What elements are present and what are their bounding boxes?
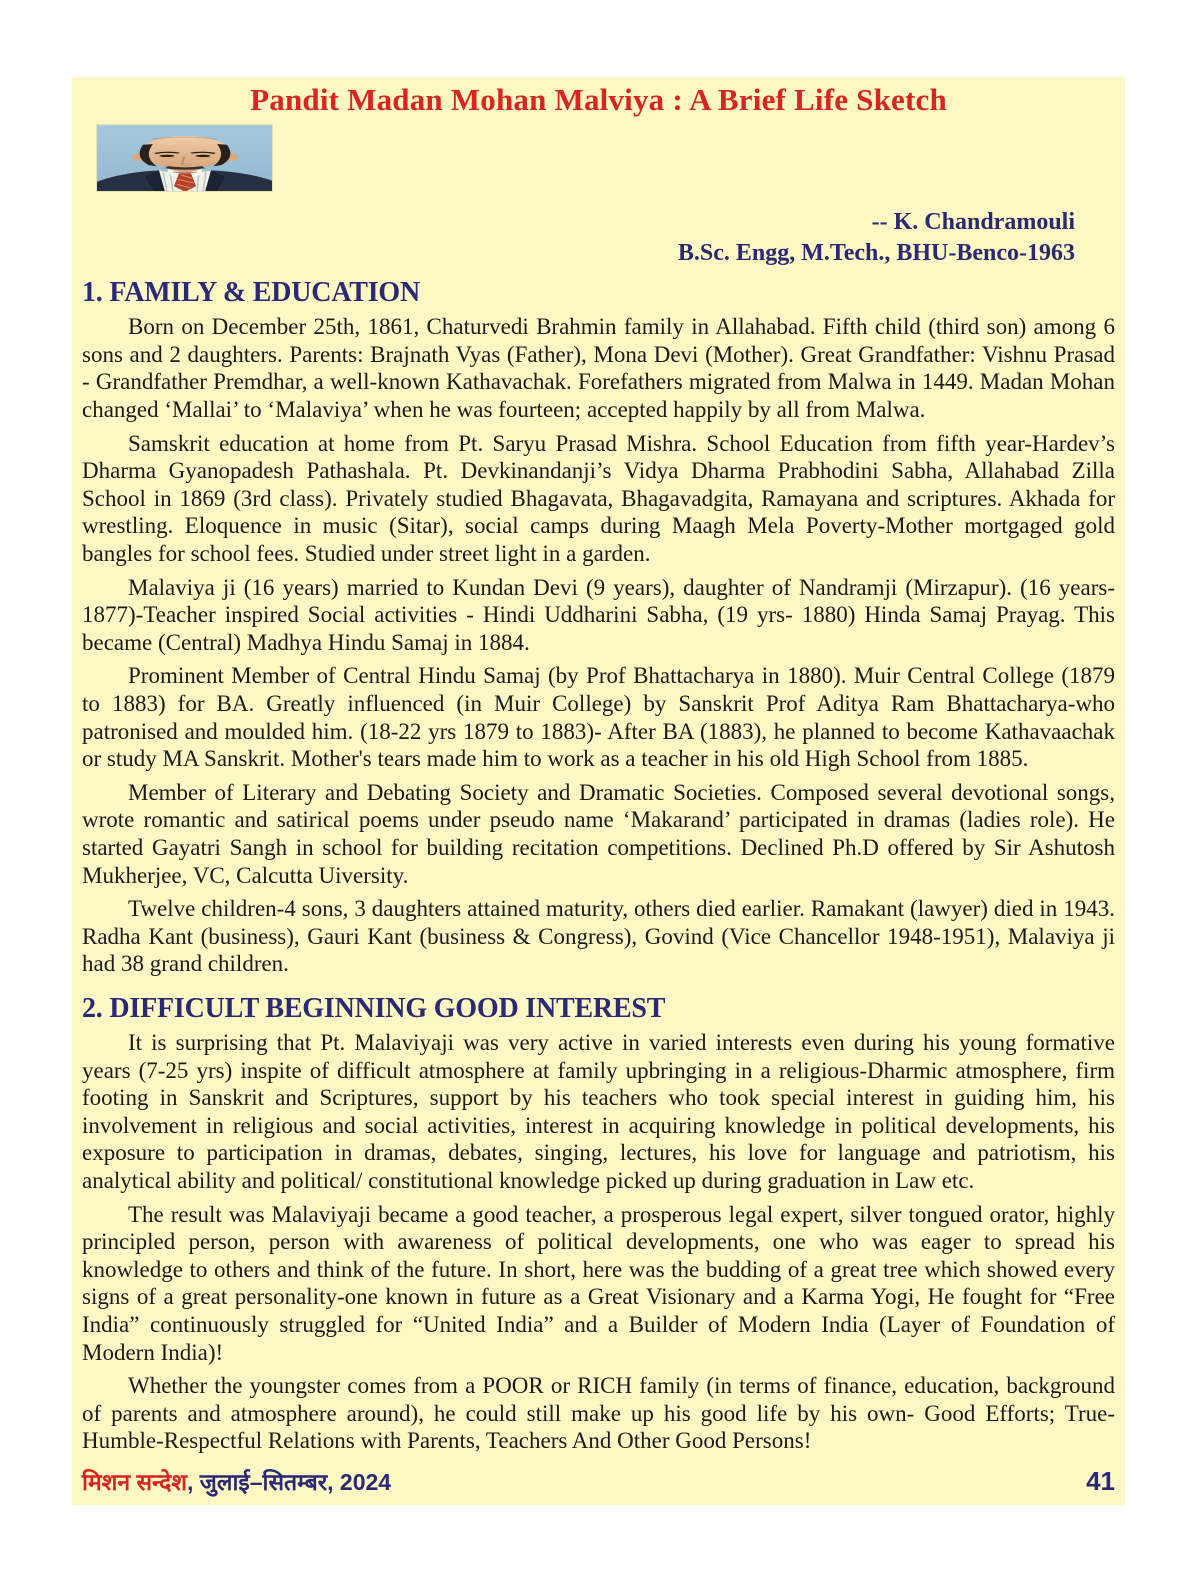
portrait-photo	[96, 124, 273, 193]
section-heading-difficult-beginning: 2. DIFFICULT BEGINNING GOOD INTEREST	[82, 992, 666, 1024]
paragraph-result: The result was Malaviyaji became a good teacher, a prosperous legal expert, silver tongued orator, highly principled person, person with awareness of political developments, one who was eager to spread his knowledge to others and think of the future. In short, here was the budding of a great tree which showed every signs of a great personality-one known in future as a Great Visionary and a Karma Yogi, He fought for “Free India” continuously struggled for “United India” and a Builder of Modern India (Layer of Foundation of Modern India)!	[82, 1201, 1115, 1365]
paragraph-marriage: Malaviya ji (16 years) married to Kundan Devi (9 years), daughter of Nandramji (Mirzapur). (16 years-1877)-Teacher inspired Social activities - Hindi Uddharini Sabha, (19 yrs- 1880) Hinda Samaj Prayag. This became (Central) Madhya Hindu Samaj in 1884.	[82, 574, 1115, 655]
journal-name: मिशन सन्देश	[82, 1469, 188, 1495]
magazine-page	[72, 77, 1125, 1505]
page-footer	[82, 1461, 1115, 1497]
paragraph-poor-or-rich: Whether the youngster comes from a POOR or RICH family (in terms of finance, education, background of parents and atmosphere around), he could still make up his good life by his own- Good Efforts; True-Humble-Respectful Relations with Parents, Teachers And Other Good Persons!	[82, 1373, 1115, 1454]
section-heading-family-education: 1. FAMILY & EDUCATION	[82, 277, 421, 309]
author-credentials: B.Sc. Engg, M.Tech., BHU-Benco-1963	[677, 240, 1075, 267]
paragraph-education: Samskrit education at home from Pt. Saryu Prasad Mishra. School Education from fifth year-Hardev’s Dharma Gyanopadesh Pathashala. Pt. Devkinandanji’s Vidya Dharma Prabhodini Sabha, Allahabad Zilla School in 1869 (3rd class). Privately studied Bhagavata, Bhagavadgita, Ramayana and scriptures. Akhada for wrestling. Eloquence in music (Sitar), social camps during Maagh Mela Poverty-Mother mortgaged gold bangles for school fees. Studied under street light in a garden.	[82, 430, 1115, 566]
paragraph-birth-family: Born on December 25th, 1861, Chaturvedi Brahmin family in Allahabad. Fifth child (third son) among 6 sons and 2 daughters. Parents: Brajnath Vyas (Father), Mona Devi (Mother). Great Grandfather: Vishnu Prasad - Grandfather Premdhar, a well-known Kathavachak. Forefathers migrated from Malwa in 1449. Madan Mohan changed ‘Mallai’ to ‘Malaviya’ when he was fourteen; accepted happily by all from Malwa.	[82, 314, 1115, 423]
author-byline: -- K. Chandramouli	[871, 209, 1075, 236]
page-number: 41	[1086, 1466, 1115, 1496]
eye-left	[160, 155, 175, 157]
issue-date: , जुलाई–सितम्बर, 2024	[187, 1469, 392, 1495]
article-title: Pandit Madan Mohan Malviya : A Brief Life Sketch	[250, 82, 947, 117]
eye-right	[196, 155, 211, 157]
paragraph-children: Twelve children-4 sons, 3 daughters attained maturity, others died earlier. Ramakant (lawyer) died in 1943. Radha Kant (business), Gauri Kant (business & Congress), Govind (Vice Chancellor 1948-1951), Malaviya ji had 38 grand children.	[82, 896, 1115, 977]
paragraph-varied-interests: It is surprising that Pt. Malaviyaji was very active in varied interests even during his young formative years (7-25 yrs) inspite of difficult atmosphere at family upbringing in a religious-Dharmic atmosphere, firm footing in Sanskrit and Scriptures, support by his teachers who took special interest in guiding him, his involvement in religious and social activities, interest in acquiring knowledge in political developments, his exposure to participation in dramas, debates, singing, lectures, his love for language and patriotism, his analytical ability and political/ constitutional knowledge picked up during graduation in Law etc.	[82, 1030, 1115, 1194]
footer-journal-line	[82, 1465, 391, 1497]
paragraph-college: Prominent Member of Central Hindu Samaj (by Prof Bhattacharya in 1880). Muir Central College (1879 to 1883) for BA. Greatly influenced (in Muir College) by Sanskrit Prof Aditya Ram Bhattacharya-who patronised and moulded him. (18-22 yrs 1879 to 1883)- After BA (1883), he planned to become Kathavaachak or study MA Sanskrit. Mother's tears made him to work as a teacher in his old High School from 1885.	[82, 663, 1115, 772]
paragraph-societies: Member of Literary and Debating Society and Dramatic Societies. Composed several devotional songs, wrote romantic and satirical poems under pseudo name ‘Makarand’ participated in dramas (ladies role). He started Gayatri Sangh in school for building recitation competitions. Declined Ph.D offered by Sir Ashutosh Mukherjee, VC, Calcutta Uiversity.	[82, 779, 1115, 888]
